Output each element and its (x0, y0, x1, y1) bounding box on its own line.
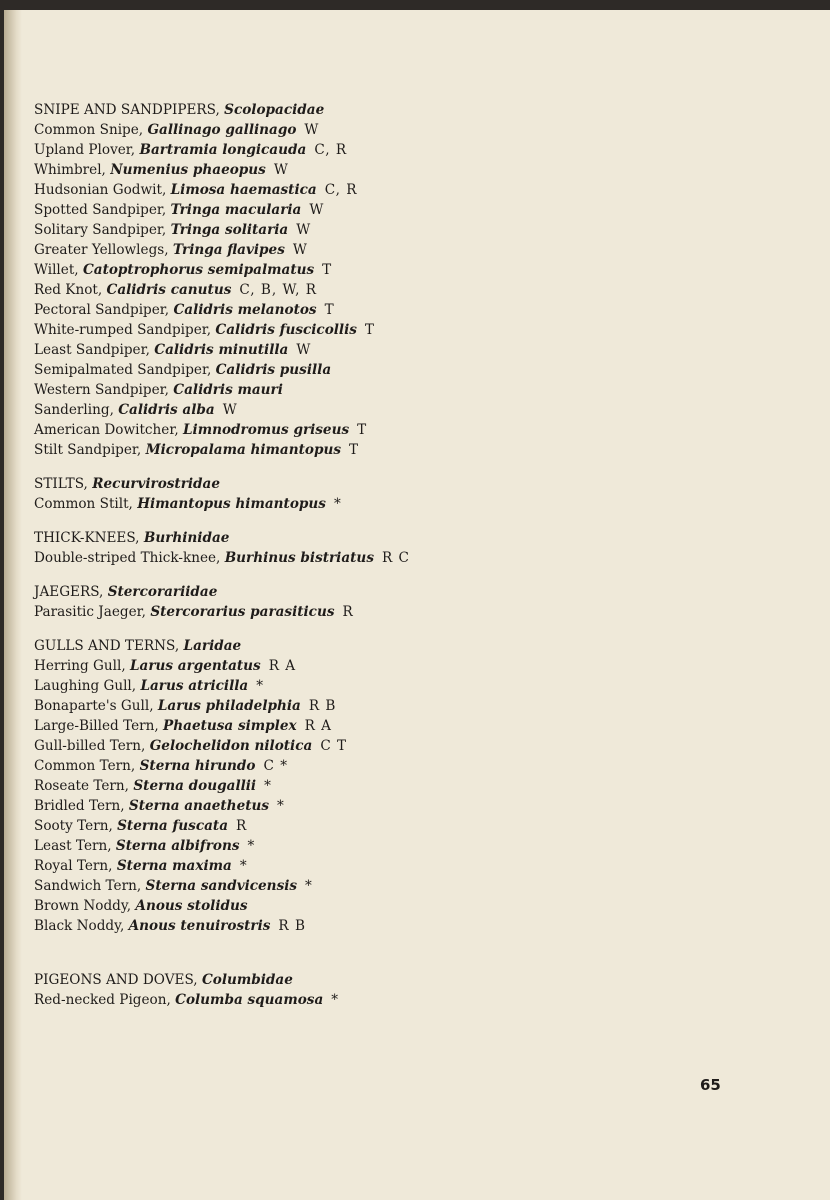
scientific-name: Sterna maxima (116, 858, 232, 874)
status-code: T (349, 442, 360, 458)
common-name: Bridled Tern, (34, 798, 125, 814)
species-entry (34, 548, 654, 568)
section-title: STILTS, (34, 476, 88, 492)
scientific-name: Calidris minutilla (154, 342, 289, 358)
scientific-name: Gelochelidon nilotica (149, 738, 313, 754)
section-heading (34, 582, 654, 602)
common-name: Stilt Sandpiper, (34, 442, 142, 458)
scientific-name: Sterna anaethetus (128, 798, 270, 814)
page-number: 65 (700, 1076, 721, 1094)
species-entry (34, 320, 654, 340)
scientific-name: Calidris melanotos (173, 302, 317, 318)
status-code: * (277, 798, 285, 814)
family-name: Laridae (183, 638, 242, 654)
status-code: W (273, 162, 289, 178)
common-name: American Dowitcher, (34, 422, 179, 438)
section-snipe-and-sandpipers (34, 100, 654, 460)
species-entry (34, 990, 654, 1010)
section-title: JAEGERS, (34, 584, 104, 600)
status-code: R (236, 818, 248, 834)
section-title: SNIPE AND SANDPIPERS, (34, 102, 220, 118)
status-code: R (342, 604, 354, 620)
species-entry (34, 400, 654, 420)
species-entry (34, 796, 654, 816)
scientific-name: Anous stolidus (135, 898, 248, 914)
common-name: Common Snipe, (34, 122, 144, 138)
species-entry (34, 836, 654, 856)
species-entry (34, 340, 654, 360)
species-entry (34, 816, 654, 836)
common-name: Red Knot, (34, 282, 103, 298)
common-name: Sooty Tern, (34, 818, 113, 834)
section-title: PIGEONS AND DOVES, (34, 972, 198, 988)
species-entry (34, 220, 654, 240)
status-code: * (331, 992, 340, 1008)
species-entry (34, 420, 654, 440)
status-code: W (309, 202, 325, 218)
section-heading (34, 100, 654, 120)
scientific-name: Limnodromus griseus (183, 422, 350, 438)
species-entry (34, 180, 654, 200)
status-code: T (364, 322, 375, 338)
scientific-name: Calidris pusilla (215, 362, 332, 378)
status-code: * (239, 858, 248, 874)
common-name: Whimbrel, (34, 162, 106, 178)
species-entry (34, 876, 654, 896)
species-entry (34, 856, 654, 876)
status-code: C, R (324, 182, 358, 198)
scientific-name: Stercorarius parasiticus (150, 604, 335, 620)
scientific-name: Anous tenuirostris (128, 918, 271, 934)
section-title: THICK-KNEES, (34, 530, 140, 546)
family-name: Recurvirostridae (92, 476, 220, 492)
common-name: Brown Noddy, (34, 898, 132, 914)
common-name: Laughing Gull, (34, 678, 137, 694)
status-code: W (292, 242, 308, 258)
section-heading (34, 474, 654, 494)
common-name: Common Stilt, (34, 496, 133, 512)
status-code: W (296, 342, 312, 358)
common-name: Willet, (34, 262, 79, 278)
common-name: Bonaparte's Gull, (34, 698, 154, 714)
scientific-name: Phaetusa simplex (163, 718, 297, 734)
scientific-name: Sterna hirundo (139, 758, 256, 774)
species-entry (34, 300, 654, 320)
scientific-name: Columba squamosa (175, 992, 324, 1008)
status-code: R B (278, 918, 306, 934)
section-stilts (34, 474, 654, 514)
status-code: T (322, 262, 333, 278)
book-page (4, 10, 830, 1200)
scientific-name: Bartramia longicauda (139, 142, 307, 158)
species-entry (34, 696, 654, 716)
scientific-name: Sterna fuscata (117, 818, 228, 834)
scientific-name: Burhinus bistriatus (224, 550, 374, 566)
page-gutter-shadow (4, 10, 22, 1200)
common-name: Sanderling, (34, 402, 114, 418)
species-entry (34, 200, 654, 220)
status-code: * (247, 838, 256, 854)
section-gap (34, 950, 654, 970)
scientific-name: Tringa flavipes (172, 242, 285, 258)
scientific-name: Numenius phaeopus (110, 162, 266, 178)
scientific-name: Tringa solitaria (170, 222, 289, 238)
species-entry (34, 240, 654, 260)
common-name: Herring Gull, (34, 658, 126, 674)
species-entry (34, 380, 654, 400)
species-entry (34, 916, 654, 936)
section-pigeons-and-doves (34, 970, 654, 1010)
status-code: * (333, 496, 342, 512)
species-entry (34, 260, 654, 280)
section-title: GULLS AND TERNS, (34, 638, 180, 654)
section-heading (34, 636, 654, 656)
status-code: W (222, 402, 238, 418)
scientific-name: Catoptrophorus semipalmatus (82, 262, 315, 278)
section-thick-knees (34, 528, 654, 568)
scientific-name: Tringa macularia (170, 202, 302, 218)
common-name: Parasitic Jaeger, (34, 604, 146, 620)
scientific-name: Calidris alba (118, 402, 215, 418)
common-name: Roseate Tern, (34, 778, 130, 794)
common-name: Western Sandpiper, (34, 382, 169, 398)
scientific-name: Calidris fuscicollis (215, 322, 357, 338)
status-code: R A (304, 718, 332, 734)
common-name: Least Sandpiper, (34, 342, 150, 358)
species-entry (34, 776, 654, 796)
section-heading (34, 528, 654, 548)
status-code: C, B, W, R (239, 282, 318, 298)
scientific-name: Micropalama himantopus (145, 442, 342, 458)
status-code: T (357, 422, 368, 438)
scientific-name: Larus philadelphia (157, 698, 301, 714)
status-code: T (324, 302, 335, 318)
common-name: Greater Yellowlegs, (34, 242, 169, 258)
common-name: Gull-billed Tern, (34, 738, 146, 754)
status-code: W (296, 222, 312, 238)
species-entry (34, 716, 654, 736)
common-name: Double-striped Thick-knee, (34, 550, 221, 566)
common-name: Black Noddy, (34, 918, 125, 934)
common-name: Sandwich Tern, (34, 878, 142, 894)
common-name: Spotted Sandpiper, (34, 202, 167, 218)
species-entry (34, 280, 654, 300)
status-code: * (256, 678, 265, 694)
species-entry (34, 656, 654, 676)
common-name: Solitary Sandpiper, (34, 222, 167, 238)
status-code: R C (381, 550, 410, 566)
scientific-name: Gallinago gallinago (147, 122, 297, 138)
status-code: C T (320, 738, 348, 754)
species-entry (34, 756, 654, 776)
scientific-name: Sterna dougallii (133, 778, 257, 794)
common-name: Pectoral Sandpiper, (34, 302, 170, 318)
common-name: Royal Tern, (34, 858, 113, 874)
species-entry (34, 440, 654, 460)
species-entry (34, 676, 654, 696)
common-name: Large-Billed Tern, (34, 718, 159, 734)
scientific-name: Calidris canutus (106, 282, 232, 298)
scientific-name: Limosa haemastica (170, 182, 317, 198)
section-jaegers (34, 582, 654, 622)
section-gulls-and-terns (34, 636, 654, 936)
family-name: Columbidae (201, 972, 293, 988)
common-name: Red-necked Pigeon, (34, 992, 171, 1008)
species-entry (34, 160, 654, 180)
status-code: * (305, 878, 313, 894)
scientific-name: Larus argentatus (129, 658, 261, 674)
status-code: C, R (314, 142, 348, 158)
common-name: Common Tern, (34, 758, 136, 774)
species-entry (34, 494, 654, 514)
scientific-name: Himantopus himantopus (137, 496, 326, 512)
status-code: R A (268, 658, 297, 674)
species-entry (34, 602, 654, 622)
common-name: Semipalmated Sandpiper, (34, 362, 212, 378)
family-name: Burhinidae (143, 530, 230, 546)
common-name: Upland Plover, (34, 142, 136, 158)
species-entry (34, 360, 654, 380)
species-list (34, 100, 654, 1024)
species-entry (34, 736, 654, 756)
scientific-name: Calidris mauri (173, 382, 283, 398)
status-code: R B (308, 698, 337, 714)
scientific-name: Larus atricilla (140, 678, 249, 694)
status-code: C * (263, 758, 289, 774)
scientific-name: Sterna albifrons (115, 838, 240, 854)
family-name: Scolopacidae (224, 102, 325, 118)
common-name: Hudsonian Godwit, (34, 182, 167, 198)
family-name: Stercorariidae (107, 584, 218, 600)
common-name: Least Tern, (34, 838, 112, 854)
species-entry (34, 120, 654, 140)
species-entry (34, 896, 654, 916)
species-entry (34, 140, 654, 160)
status-code: W (304, 122, 320, 138)
common-name: White-rumped Sandpiper, (34, 322, 212, 338)
status-code: * (264, 778, 272, 794)
scientific-name: Sterna sandvicensis (145, 878, 298, 894)
section-heading (34, 970, 654, 990)
